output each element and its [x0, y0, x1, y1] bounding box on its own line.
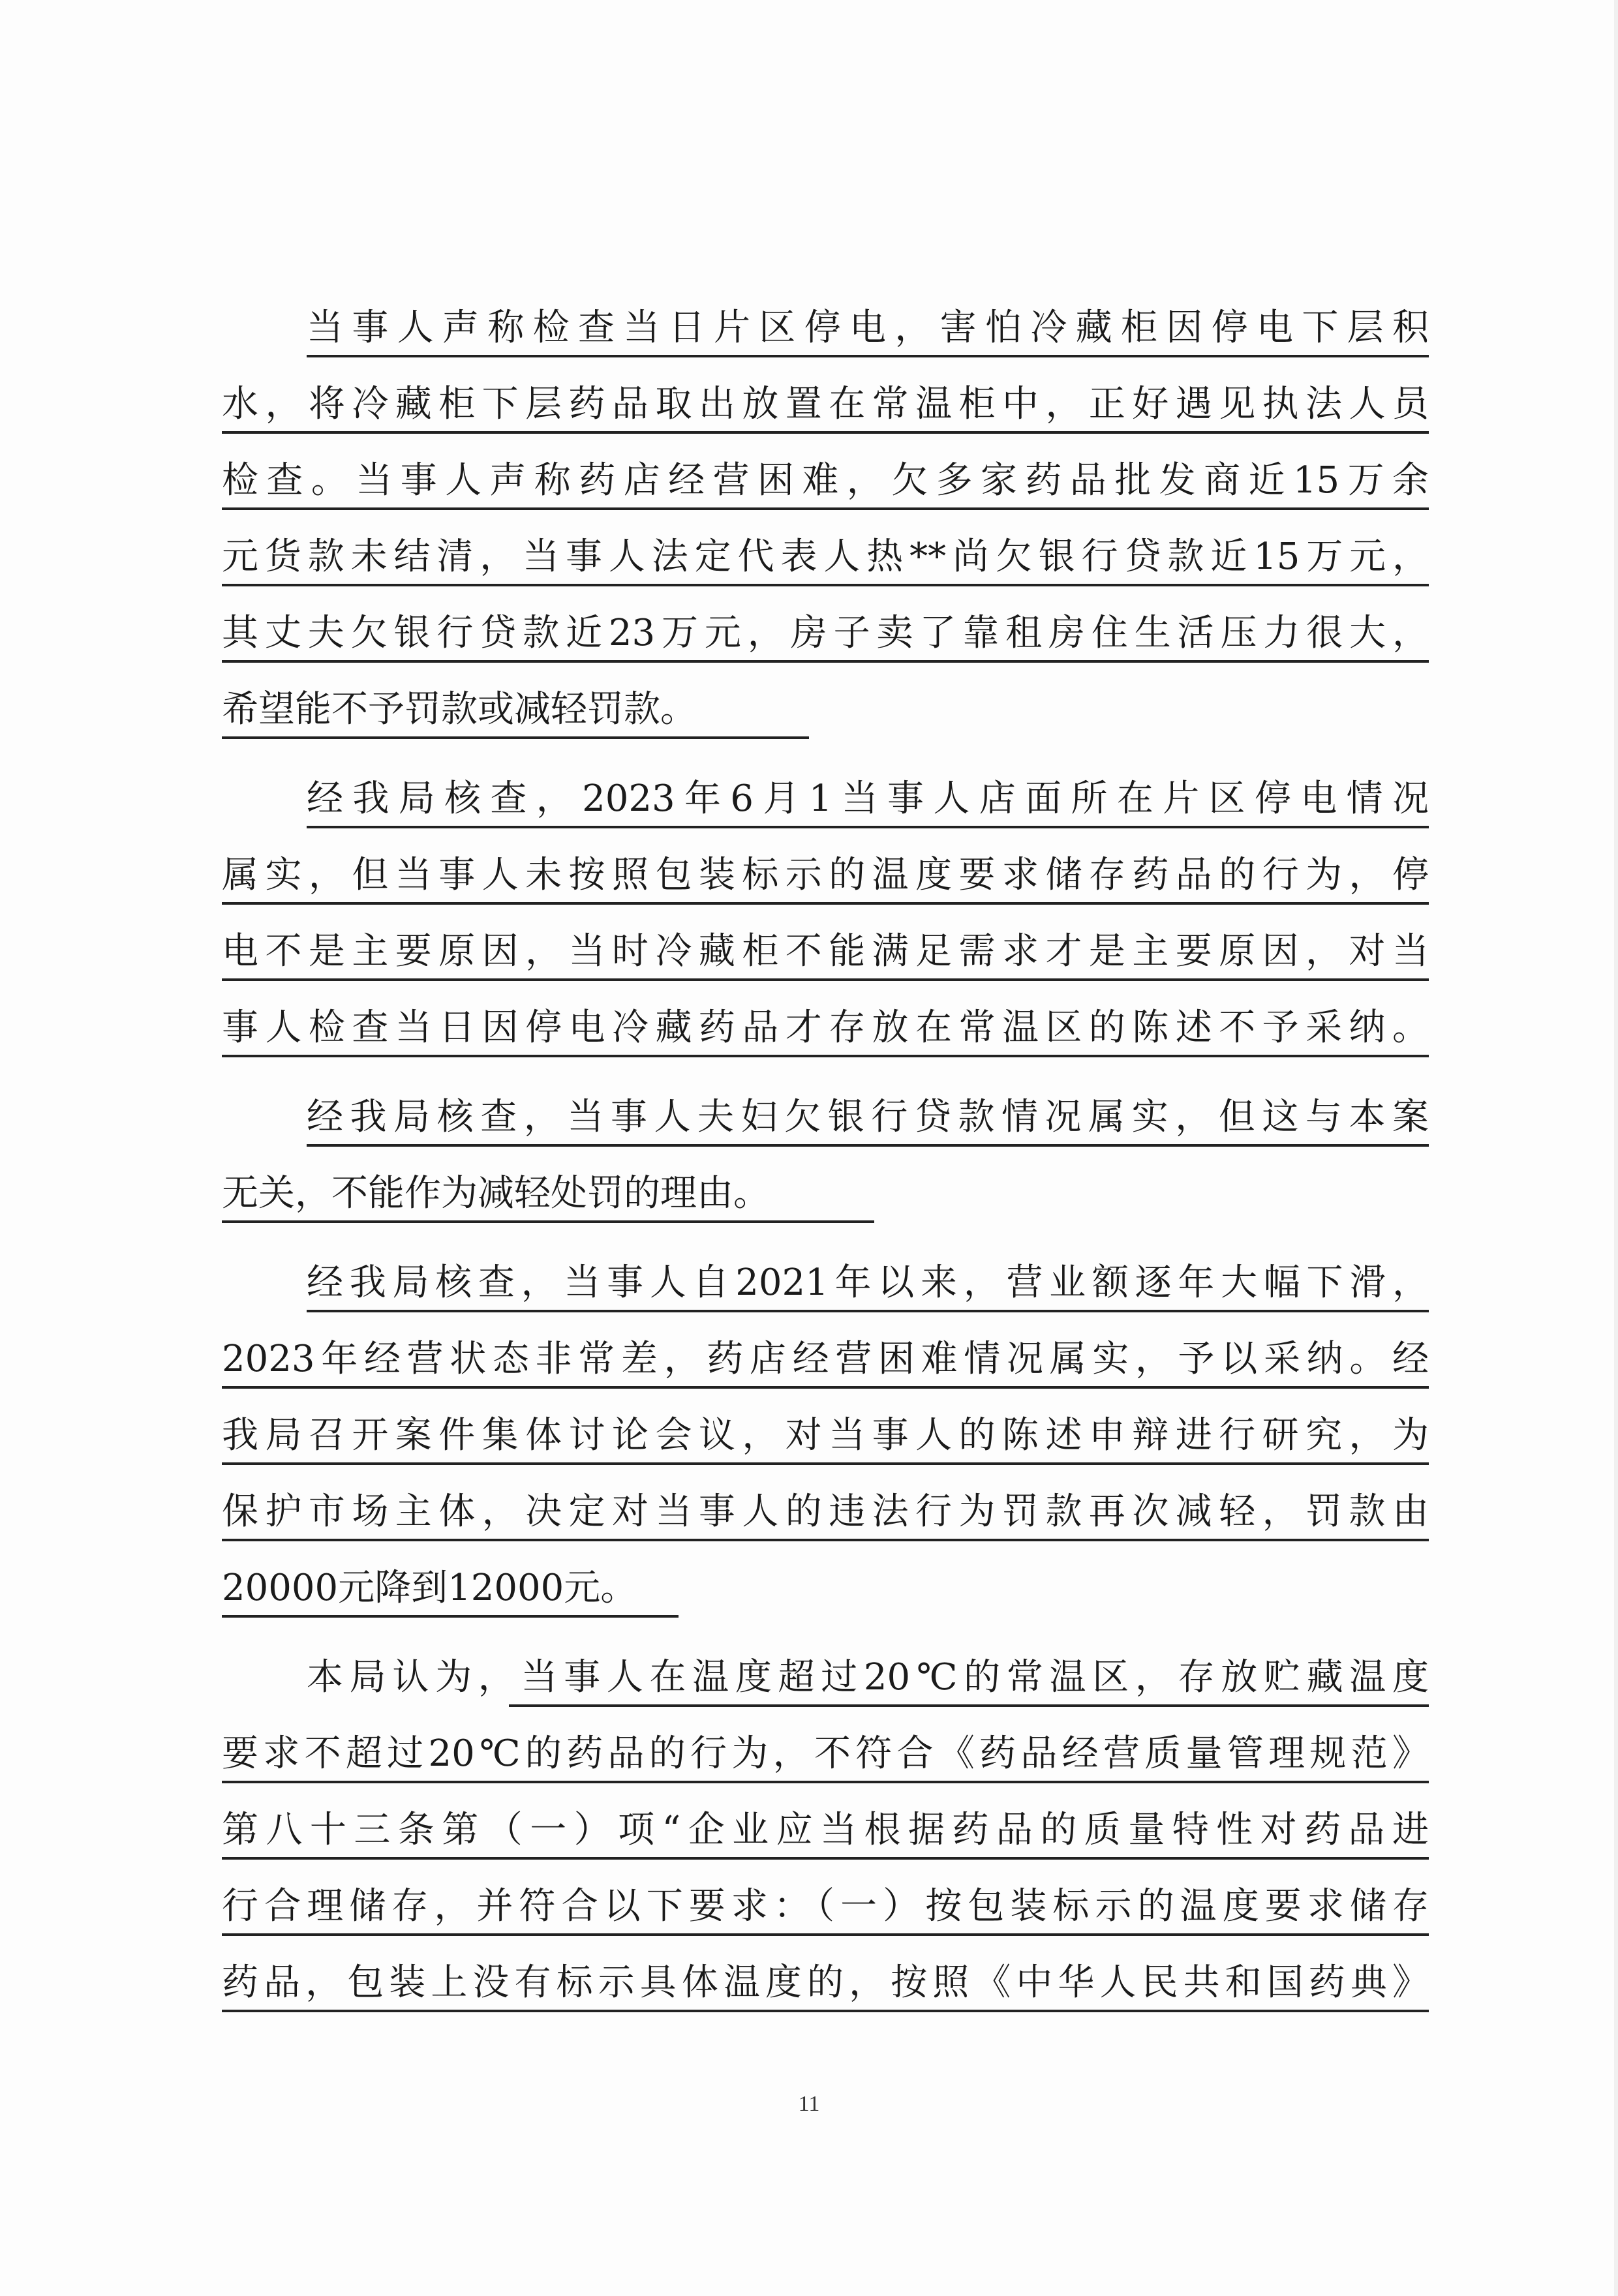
paragraph-1-line-4 [222, 528, 1429, 586]
text-line: 我局召开案件集体讨论会议，对当事人的陈述申辩进行研究，为 [222, 1414, 1429, 1457]
text-line: 当事人声称检查当日片区停电，害怕冷藏柜因停电下层积 [307, 307, 1429, 349]
scan-edge [1614, 0, 1618, 2296]
text-line: 事人检查当日因停电冷藏药品才存放在常温区的陈述不予采纳。 [222, 1006, 1429, 1049]
paragraph-3-line-2 [222, 1164, 874, 1223]
text-line: 第八十三条第（一）项“企业应当根据药品的质量特性对药品进 [222, 1809, 1429, 1851]
text-line: 药品，包装上没有标示具体温度的，按照《中华人民共和国药典》 [222, 1961, 1429, 2004]
text-line: 保护市场主体，决定对当事人的违法行为罚款再次减轻，罚款由 [222, 1490, 1429, 1533]
paragraph-5-line-1 [307, 1648, 1429, 1707]
text-line: 20000元降到12000元。 [222, 1567, 637, 1609]
paragraph-2-line-2 [222, 846, 1429, 905]
text-line: 经我局核查，当事人自2021年以来，营业额逐年大幅下滑， [307, 1261, 1429, 1304]
paragraph-5-line-2 [222, 1725, 1429, 1783]
text-line: 水，将冷藏柜下层药品取出放置在常温柜中，正好遇见执法人员 [222, 383, 1429, 425]
text-line: 希望能不予罚款或减轻罚款。 [222, 688, 697, 731]
paragraph-5-line-3 [222, 1801, 1429, 1860]
paragraph-1-line-1 [307, 299, 1429, 357]
paragraph-4-line-1 [307, 1254, 1429, 1312]
text-line: 电不是主要原因，当时冷藏柜不能满足需求才是主要原因，对当 [222, 930, 1429, 973]
paragraph-3-line-1 [307, 1088, 1429, 1147]
paragraph-1-line-2 [222, 375, 1429, 434]
paragraph-5-line-4 [222, 1877, 1429, 1936]
text-line: 经我局核查，当事人夫妇欠银行贷款情况属实，但这与本案 [307, 1096, 1429, 1138]
text-line: 本局认为，当事人在温度超过20℃的常温区，存放贮藏温度 [307, 1656, 1429, 1699]
paragraph-4-line-5 [222, 1559, 679, 1618]
text-line: 行合理储存，并符合以下要求：（一）按包装标示的温度要求储存 [222, 1885, 1429, 1927]
underline-segment [509, 1704, 1429, 1707]
paragraph-2-line-1 [307, 770, 1429, 828]
paragraph-1-line-3 [222, 451, 1429, 510]
paragraph-2-line-3 [222, 922, 1429, 981]
page-number: 11 [798, 2092, 820, 2116]
paragraph-5-line-5 [222, 1954, 1429, 2012]
text-line: 其丈夫欠银行贷款近23万元，房子卖了靠租房住生活压力很大， [222, 612, 1429, 654]
paragraph-4-line-4 [222, 1483, 1429, 1541]
paragraph-1-line-6 [222, 680, 809, 739]
text-line: 经我局核查，2023年6月1当事人店面所在片区停电情况 [307, 778, 1429, 820]
paragraph-1-line-5 [222, 604, 1429, 663]
text-line: 检查。当事人声称药店经营困难，欠多家药品批发商近15万余 [222, 459, 1429, 502]
text-line: 元货款未结清，当事人法定代表人热**尚欠银行贷款近15万元， [222, 536, 1429, 578]
text-line: 要求不超过20℃的药品的行为，不符合《药品经营质量管理规范》 [222, 1732, 1429, 1775]
text-line: 2023年经营状态非常差，药店经营困难情况属实，予以采纳。经 [222, 1338, 1429, 1380]
paragraph-2-line-4 [222, 999, 1429, 1057]
paragraph-4-line-3 [222, 1406, 1429, 1465]
text-line: 无关，不能作为减轻处罚的理由。 [222, 1172, 770, 1215]
text-line: 属实，但当事人未按照包装标示的温度要求储存药品的行为，停 [222, 854, 1429, 896]
paragraph-4-line-2 [222, 1330, 1429, 1389]
